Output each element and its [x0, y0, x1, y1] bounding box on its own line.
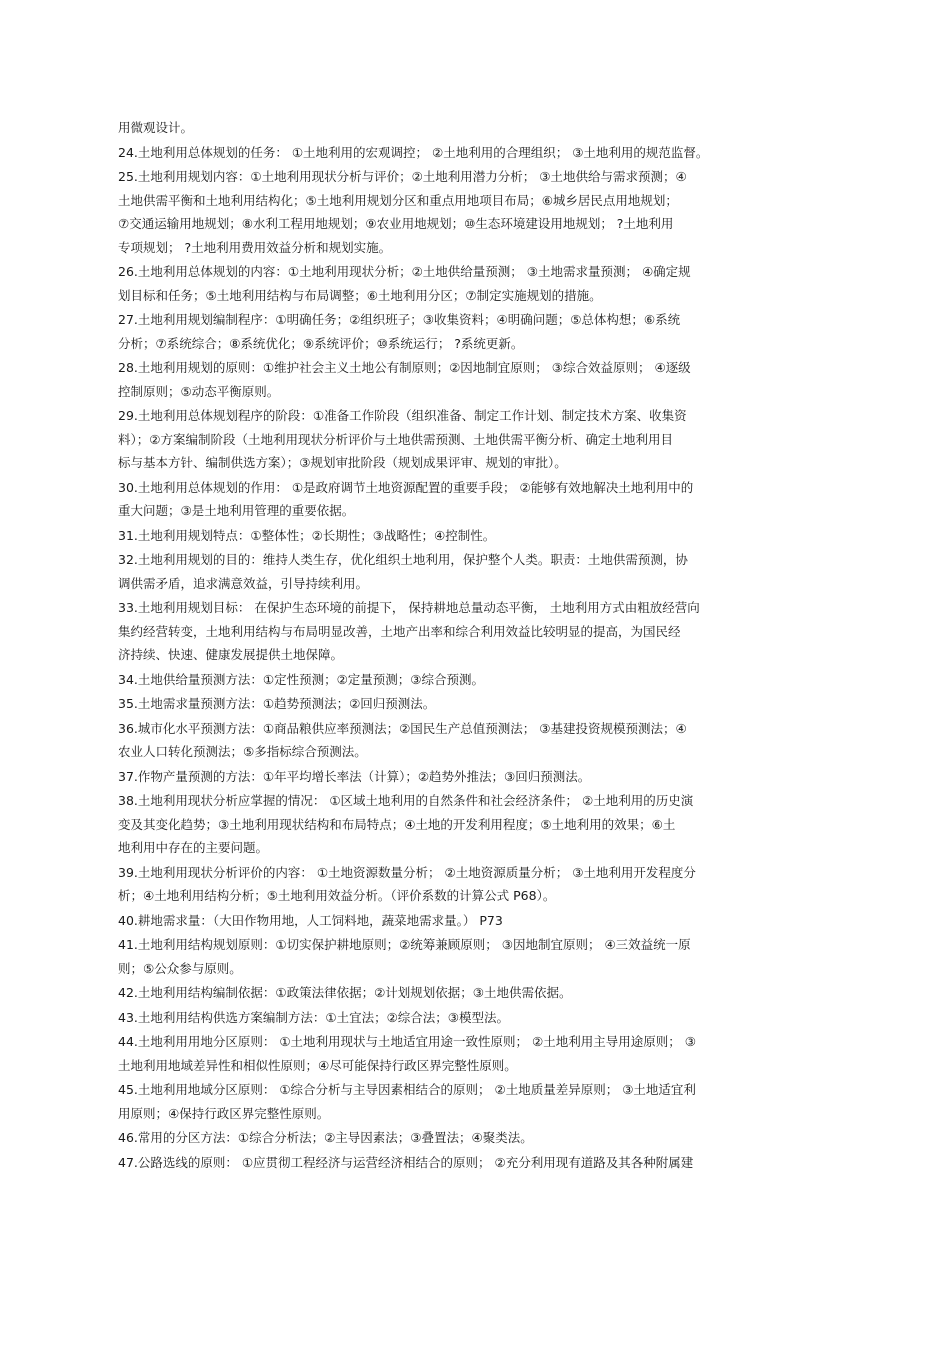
paragraph [118, 476, 833, 523]
text-line: 46.常用的分区方法：①综合分析法；②主导因素法；③叠置法；④聚类法。 [118, 1130, 533, 1145]
paragraph [118, 789, 833, 860]
paragraph [118, 765, 833, 789]
text-line: 划目标和任务；⑤土地利用结构与布局调整；⑥土地利用分区；⑦制定实施规划的措施。 [118, 287, 602, 303]
text-line: 济持续、快速、健康发展提供土地保障。 [118, 647, 344, 662]
paragraph [118, 861, 833, 908]
text-line: 土地利用地域差异性和相似性原则；④尽可能保持行政区界完整性原则。 [118, 1057, 517, 1073]
paragraph [118, 116, 833, 140]
paragraph [118, 1126, 833, 1150]
text-line: 38.土地利用现状分析应掌握的情况： ①区域土地利用的自然条件和社会经济条件； ②土地利用的历史演 [118, 793, 694, 808]
text-line: ⑦交通运输用地规划；⑧水利工程用地规划；⑨农业用地规划；⑩生态环境建设用地规划； ?土地利用 [118, 216, 674, 231]
text-line: 28.土地利用规划的原则：①维护社会主义土地公有制原则；②因地制宜原则； ③综合效益原则； ④逐级 [118, 360, 691, 375]
text-line: 调供需矛盾，追求满意效益，引导持续利用。 [118, 575, 369, 591]
text-line: 35.土地需求量预测方法：①趋势预测法；②回归预测法。 [118, 696, 436, 711]
paragraph [118, 404, 833, 475]
paragraph [118, 524, 833, 548]
text-line: 39.土地利用现状分析评价的内容： ①土地资源数量分析； ②土地资源质量分析； ③土地利用开发程度分 [118, 864, 696, 880]
text-line: 控制原则；⑤动态平衡原则。 [118, 383, 280, 399]
text-line: 24.土地利用总体规划的任务： ①土地利用的宏观调控； ②土地利用的合理组织； ③土地利用的规范监督。 [118, 144, 709, 160]
text-line: 农业人口转化预测法；⑤多指标综合预测法。 [118, 744, 367, 759]
text-line: 则；⑤公众参与原则。 [118, 960, 242, 976]
text-line: 45.土地利用地域分区原则： ①综合分析与主导因素相结合的原则； ②土地质量差异原则； ③土地适宜利 [118, 1082, 696, 1097]
text-line: 40.耕地需求量：（大田作物用地，人工饲料地，蔬菜地需求量。） P73 [118, 912, 503, 928]
text-line: 42.土地利用结构编制依据：①政策法律依据；②计划规划依据；③土地供需依据。 [118, 985, 572, 1000]
text-line: 37.作物产量预测的方法：①年平均增长率法（计算）；②趋势外推法；③回归预测法。 [118, 768, 591, 784]
paragraph [118, 141, 833, 165]
text-line: 36.城市化水平预测方法：①商品粮供应率预测法；②国民生产总值预测法； ③基建投资规模预测法；④ [118, 720, 687, 736]
text-line: 47.公路选线的原则： ①应贯彻工程经济与运营经济相结合的原则； ②充分利用现有道路及其各种附属建 [118, 1154, 694, 1170]
text-line: 用微观设计。 [118, 120, 194, 135]
text-line: 31.土地利用规划特点：①整体性；②长期性；③战略性；④控制性。 [118, 527, 496, 543]
text-line: 重大问题；③是土地利用管理的重要依据。 [118, 503, 355, 518]
paragraph [118, 668, 833, 692]
paragraph [118, 1006, 833, 1030]
text-line: 33.土地利用规划目标： 在保护生态环境的前提下， 保持耕地总量动态平衡， 土地利用方式由粗放经营向 [118, 600, 700, 615]
paragraph [118, 692, 833, 716]
paragraph [118, 909, 833, 933]
text-line: 27.土地利用规划编制程序：①明确任务；②组织班子；③收集资料；④明确问题；⑤总体构想；⑥系统 [118, 312, 681, 327]
paragraph [118, 596, 833, 667]
paragraph [118, 981, 833, 1005]
text-line: 标与基本方针、编制供选方案）；③规划审批阶段（规划成果评审、规划的审批）。 [118, 455, 567, 470]
paragraph [118, 548, 833, 595]
text-line: 析；④土地利用结构分析；⑤土地利用效益分析。（评价系数的计算公式 P68）。 [118, 888, 556, 903]
text-line: 分析；⑦系统综合；⑧系统优化；⑨系统评价；⑩系统运行； ?系统更新。 [118, 335, 524, 351]
text-line: 41.土地利用结构规划原则：①切实保护耕地原则；②统筹兼顾原则； ③因地制宜原则； ④三效益统一原 [118, 937, 691, 952]
paragraph [118, 308, 833, 355]
text-line: 26.土地利用总体规划的内容：①土地利用现状分析；②土地供给量预测； ③土地需求量预测； ④确定规 [118, 264, 691, 279]
paragraph [118, 1151, 833, 1175]
paragraph [118, 717, 833, 764]
paragraph [118, 1030, 833, 1077]
text-line: 44.土地利用用地分区原则： ①土地利用现状与土地适宜用途一致性原则； ②土地利用主导用途原则； ③ [118, 1034, 696, 1049]
text-line: 地利用中存在的主要问题。 [118, 840, 269, 855]
text-line: 料）；②方案编制阶段（土地利用现状分析评价与土地供需预测、土地供需平衡分析、确定土地利用目 [118, 431, 673, 447]
text-line: 专项规划； ?土地利用费用效益分析和规划实施。 [118, 239, 392, 255]
text-line: 43.土地利用结构供选方案编制方法：①土宜法；②综合法；③模型法。 [118, 1009, 509, 1025]
paragraph [118, 260, 833, 307]
text-line: 用原则；④保持行政区界完整性原则。 [118, 1105, 330, 1121]
paragraph [118, 356, 833, 403]
paragraph [118, 165, 833, 259]
text-line: 25.土地利用规划内容：①土地利用现状分析与评价；②土地利用潜力分析； ③土地供给与需求预测；④ [118, 169, 687, 184]
document-body [118, 116, 833, 1174]
text-line: 29.土地利用总体规划程序的阶段：①准备工作阶段（组织准备、制定工作计划、制定技术方案、收集资 [118, 408, 687, 423]
text-line: 34.土地供给量预测方法：①定性预测；②定量预测；③综合预测。 [118, 671, 484, 687]
text-line: 32.土地利用规划的目的：维持人类生存，优化组织土地利用，保护整个人类。职责：土地供需预测，协 [118, 552, 688, 567]
text-line: 30.土地利用总体规划的作用： ①是政府调节土地资源配置的重要手段； ②能够有效地解决土地利用中的 [118, 479, 694, 495]
text-line: 变及其变化趋势；③土地利用现状结构和布局特点；④土地的开发利用程度；⑤土地利用的效果；⑥土 [118, 816, 676, 832]
text-line: 集约经营转变，土地利用结构与布局明显改善，土地产出率和综合利用效益比较明显的提高，为国民经 [118, 623, 681, 639]
paragraph [118, 933, 833, 980]
text-line: 土地供需平衡和土地利用结构化；⑤土地利用规划分区和重点用地项目布局；⑥城乡居民点用地规划； [118, 192, 678, 208]
paragraph [118, 1078, 833, 1125]
